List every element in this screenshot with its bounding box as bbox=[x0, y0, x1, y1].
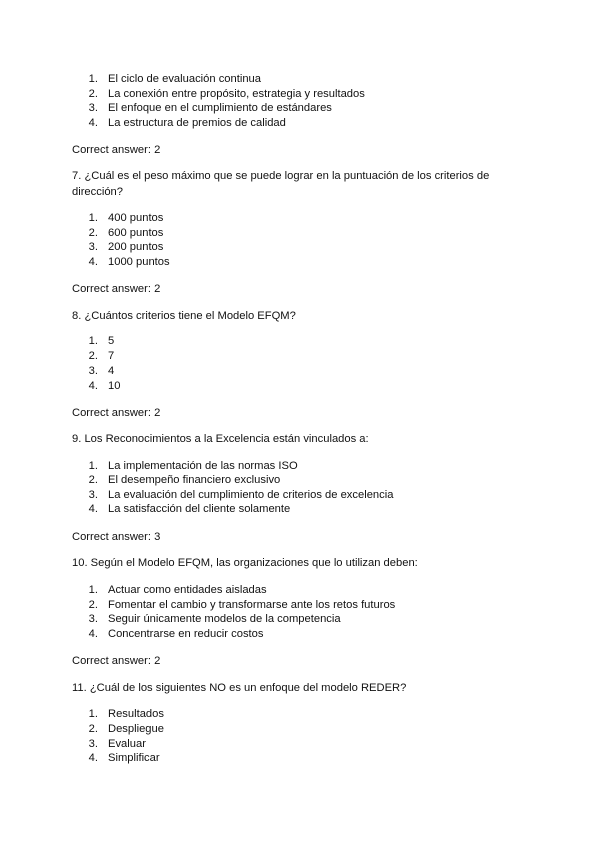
option-text: El enfoque en el cumplimiento de estándares bbox=[108, 102, 332, 114]
option-number: 2. bbox=[88, 88, 98, 100]
option-number: 1. bbox=[88, 708, 98, 720]
option-text: 400 puntos bbox=[108, 212, 164, 224]
option-text: Evaluar bbox=[108, 738, 146, 750]
correct-answer: Correct answer: 2 bbox=[72, 283, 161, 295]
option-number: 1. bbox=[88, 584, 98, 596]
option-number: 4. bbox=[88, 256, 98, 268]
option-text: Fomentar el cambio y transformarse ante los retos futuros bbox=[108, 599, 396, 611]
option-number: 4. bbox=[88, 628, 98, 640]
option-text: 5 bbox=[108, 335, 115, 347]
option-number: 3. bbox=[88, 102, 98, 114]
option-number: 3. bbox=[88, 241, 98, 253]
question-text: 9. Los Reconocimientos a la Excelencia están vinculados a: bbox=[72, 433, 369, 445]
option-text: La evaluación del cumplimiento de criterios de excelencia bbox=[108, 489, 394, 501]
correct-answer: Correct answer: 3 bbox=[72, 531, 161, 543]
option-number: 4. bbox=[88, 752, 98, 764]
option-text: Resultados bbox=[108, 708, 164, 720]
question-text: 10. Según el Modelo EFQM, las organizaciones que lo utilizan deben: bbox=[72, 557, 418, 569]
option-text: La satisfacción del cliente solamente bbox=[108, 503, 291, 515]
option-text: 4 bbox=[108, 365, 115, 377]
option-text: El ciclo de evaluación continua bbox=[108, 73, 261, 85]
option-number: 4. bbox=[88, 380, 98, 392]
option-number: 2. bbox=[88, 350, 98, 362]
option-text: 200 puntos bbox=[108, 241, 164, 253]
option-text: La estructura de premios de calidad bbox=[108, 117, 286, 129]
option-number: 2. bbox=[88, 599, 98, 611]
option-number: 2. bbox=[88, 227, 98, 239]
option-text: El desempeño financiero exclusivo bbox=[108, 474, 281, 486]
option-text: Actuar como entidades aisladas bbox=[108, 584, 267, 596]
option-text: Seguir únicamente modelos de la competencia bbox=[108, 613, 341, 625]
question-text: 11. ¿Cuál de los siguientes NO es un enfoque del modelo REDER? bbox=[72, 682, 407, 694]
option-text: 7 bbox=[108, 350, 115, 362]
correct-answer: Correct answer: 2 bbox=[72, 655, 161, 667]
correct-answer: Correct answer: 2 bbox=[72, 407, 161, 419]
question-text: 8. ¿Cuántos criterios tiene el Modelo EFQM? bbox=[72, 310, 296, 322]
option-number: 3. bbox=[88, 489, 98, 501]
option-number: 3. bbox=[88, 365, 98, 377]
option-number: 2. bbox=[88, 474, 98, 486]
option-number: 3. bbox=[88, 613, 98, 625]
option-number: 1. bbox=[88, 460, 98, 472]
option-number: 2. bbox=[88, 723, 98, 735]
option-text: La implementación de las normas ISO bbox=[108, 460, 298, 472]
option-text: 10 bbox=[108, 380, 121, 392]
option-number: 3. bbox=[88, 738, 98, 750]
option-text: Concentrarse en reducir costos bbox=[108, 628, 264, 640]
option-number: 1. bbox=[88, 212, 98, 224]
correct-answer: Correct answer: 2 bbox=[72, 144, 161, 156]
question-text: 7. ¿Cuál es el peso máximo que se puede lograr en la puntuación de los criterios de dirección? bbox=[72, 170, 490, 198]
option-text: 1000 puntos bbox=[108, 256, 170, 268]
option-text: 600 puntos bbox=[108, 227, 164, 239]
option-number: 1. bbox=[88, 335, 98, 347]
option-number: 4. bbox=[88, 117, 98, 129]
option-text: Simplificar bbox=[108, 752, 160, 764]
option-number: 4. bbox=[88, 503, 98, 515]
option-text: Despliegue bbox=[108, 723, 164, 735]
option-text: La conexión entre propósito, estrategia y resultados bbox=[108, 88, 365, 100]
option-number: 1. bbox=[88, 73, 98, 85]
